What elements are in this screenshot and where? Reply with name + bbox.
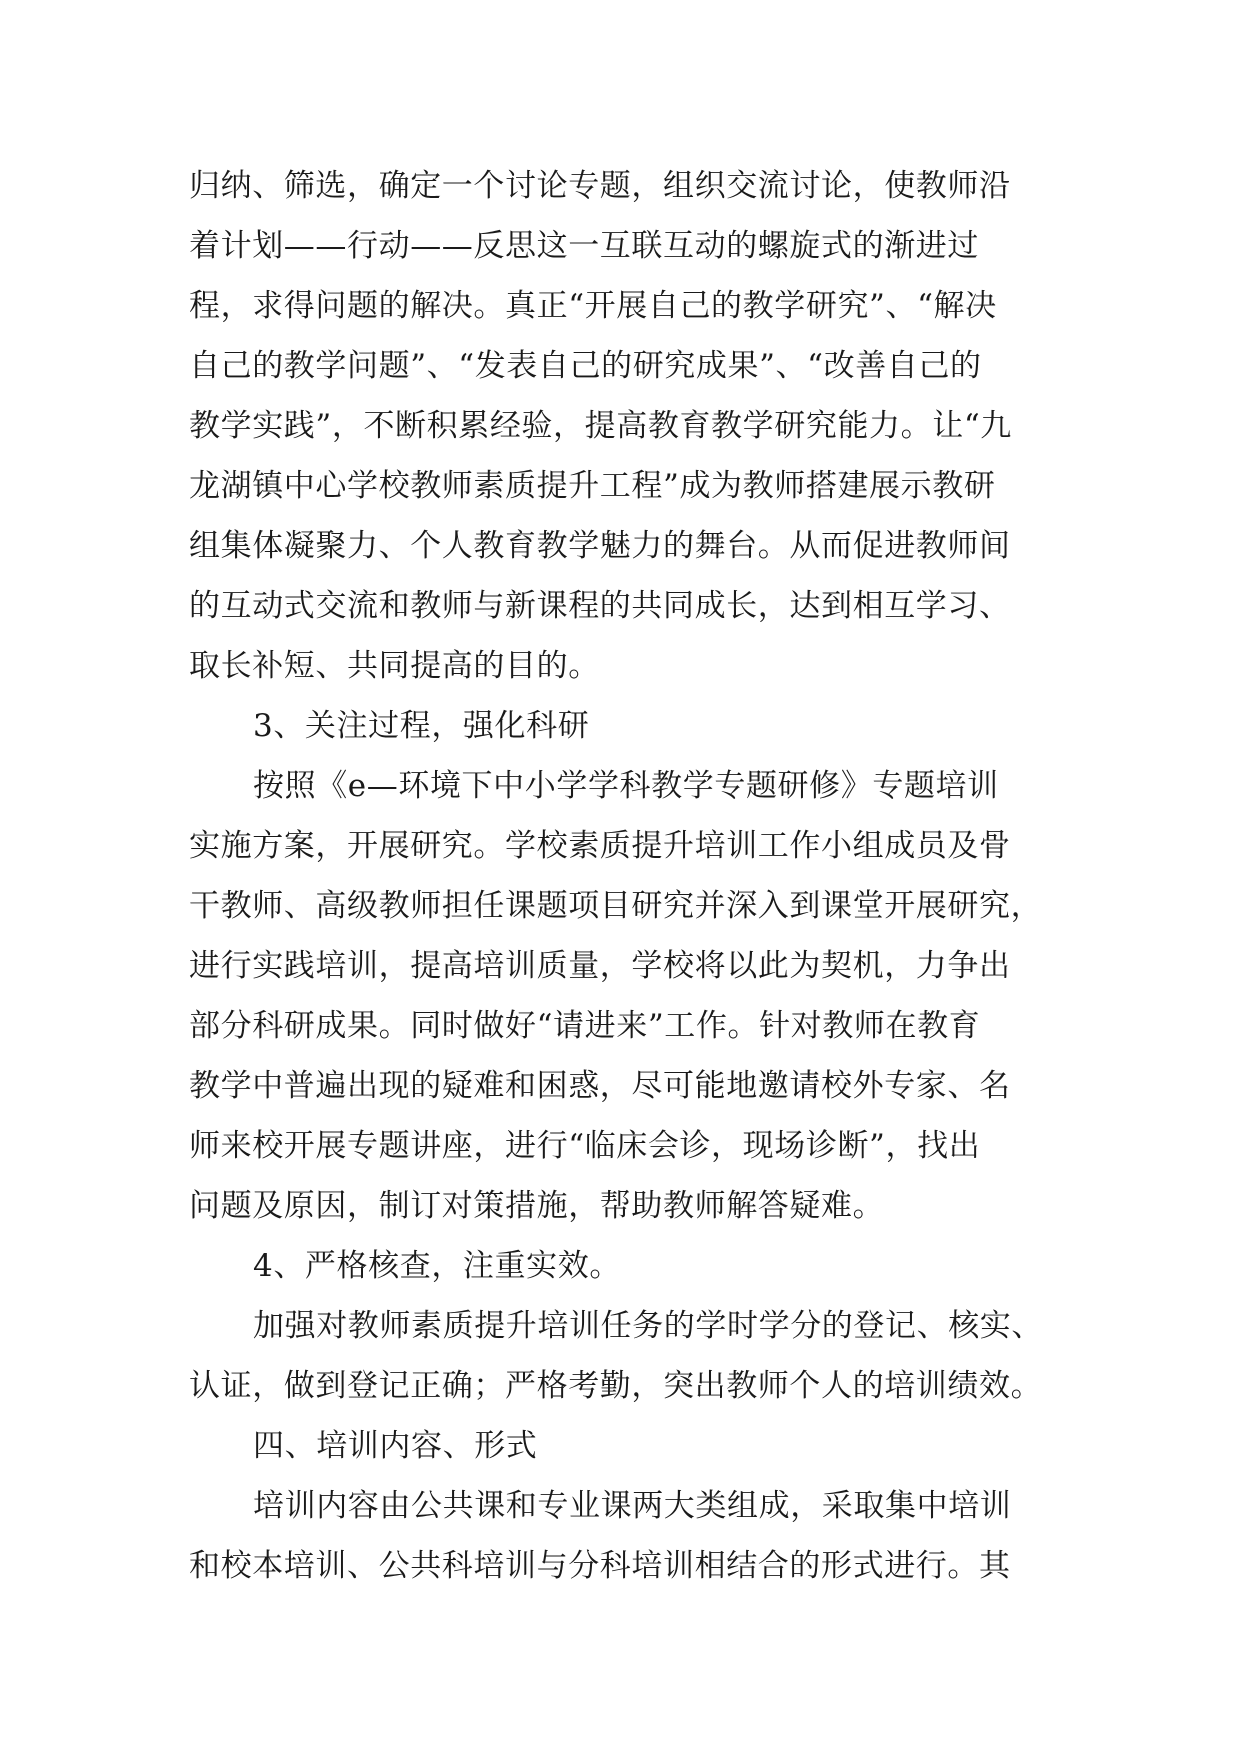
text-line: 组集体凝聚力、个人教育教学魅力的舞台。从而促进教师间 [189, 528, 1011, 564]
text-line: 进行实践培训，提高培训质量，学校将以此为契机，力争出 [189, 948, 1011, 984]
text-line: 取长补短、共同提高的目的。 [189, 648, 600, 684]
text-line: 程，求得问题的解决。真正“开展自己的教学研究”、“解决 [189, 288, 997, 324]
text-line: 着计划——行动——反思这一互联互动的螺旋式的渐进过 [189, 228, 979, 264]
text-line: 教学实践”，不断积累经验，提高教育教学研究能力。让“九 [189, 408, 1012, 444]
section-heading: 四、培训内容、形式 [253, 1428, 538, 1464]
text-line: 归纳、筛选，确定一个讨论专题，组织交流讨论，使教师沿 [189, 168, 1011, 204]
text-line: 龙湖镇中心学校教师素质提升工程”成为教师搭建展示教研 [189, 468, 996, 504]
text-line: 认证，做到登记正确；严格考勤，突出教师个人的培训绩效。 [189, 1368, 1043, 1404]
text-line: 教学中普遍出现的疑难和困惑，尽可能地邀请校外专家、名 [189, 1068, 1011, 1104]
text-line: 和校本培训、公共科培训与分科培训相结合的形式进行。其 [189, 1548, 1011, 1584]
text-line: 培训内容由公共课和专业课两大类组成，采取集中培训 [253, 1488, 1012, 1524]
text-line: 实施方案，开展研究。学校素质提升培训工作小组成员及骨 [189, 828, 1011, 864]
text-line: 师来校开展专题讲座，进行“临床会诊，现场诊断”，找出 [189, 1128, 981, 1164]
text-line: 加强对教师素质提升培训任务的学时学分的登记、核实、 [253, 1308, 1043, 1344]
text-line: 干教师、高级教师担任课题项目研究并深入到课堂开展研究， [189, 888, 1043, 924]
text-line: 的互动式交流和教师与新课程的共同成长，达到相互学习、 [189, 588, 1011, 624]
text-line: 部分科研成果。同时做好“请进来”工作。针对教师在教育 [189, 1008, 981, 1044]
section-heading: 3、关注过程，强化科研 [253, 708, 590, 744]
text-line: 自己的教学问题”、“发表自己的研究成果”、“改善自己的 [189, 348, 982, 384]
section-heading: 4、严格核查，注重实效。 [253, 1248, 621, 1284]
text-line: 按照《e—环境下中小学学科教学专题研修》专题培训 [253, 768, 999, 804]
text-line: 问题及原因，制订对策措施，帮助教师解答疑难。 [189, 1188, 885, 1224]
